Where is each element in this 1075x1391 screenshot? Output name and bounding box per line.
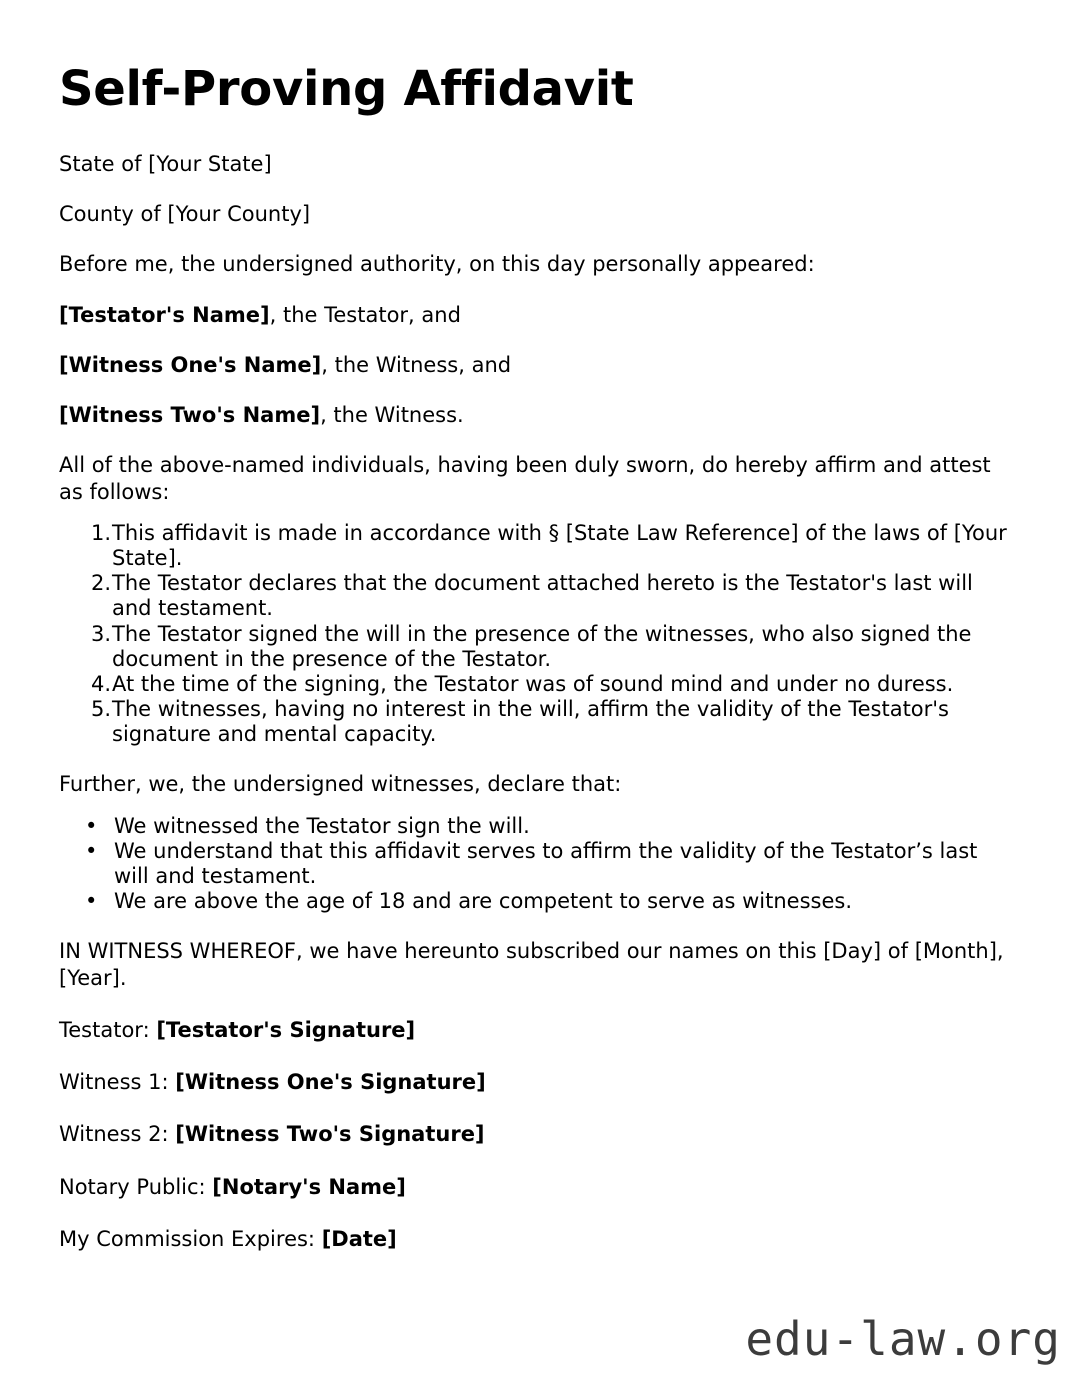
bullet-icon: • — [85, 889, 98, 914]
list-item-text: We are above the age of 18 and are competent to serve as witnesses. — [114, 889, 853, 914]
appearance-testator-role: , the Testator, and — [269, 302, 461, 327]
list-marker: 5. — [90, 697, 111, 722]
list-marker: 1. — [90, 520, 111, 545]
signature-label: Witness 1: — [59, 1070, 176, 1095]
signature-line-commission-expiry — [59, 1200, 1015, 1252]
appearance-testator-name: [Testator's Name] — [59, 302, 270, 327]
attestation-list — [59, 505, 1011, 748]
list-item — [59, 839, 1011, 889]
list-item-text: The Testator signed the will in the presence of the witnesses, who also signed the document in the presence of the Testator. — [112, 621, 972, 671]
page-title: Self-Proving Affidavit — [59, 61, 634, 117]
list-item-text: This affidavit is made in accordance with § [State Law Reference] of the laws of [Your State]. — [112, 520, 1007, 570]
attestation-lead: All of the above-named individuals, having been duly sworn, do hereby affirm and attest as follows: — [59, 453, 991, 504]
signature-label: My Commission Expires: — [59, 1226, 322, 1251]
list-item — [59, 889, 1011, 914]
intro-line: Before me, the undersigned authority, on this day personally appeared: — [59, 252, 815, 277]
list-item-text: The witnesses, having no interest in the will, affirm the validity of the Testator's signature and mental capacity. — [112, 697, 949, 747]
list-item-text: The Testator declares that the document attached hereto is the Testator's last will and testament. — [112, 571, 973, 621]
appearance-testator — [59, 278, 1011, 328]
signature-value: [Testator's Signature] — [156, 1017, 416, 1042]
appearance-witness-one-role: , the Witness, and — [321, 352, 512, 377]
signature-value: [Notary's Name] — [212, 1174, 406, 1199]
witness-declaration-list — [59, 798, 1011, 915]
signature-label: Witness 2: — [59, 1122, 176, 1147]
appearance-witness-one — [59, 328, 1011, 378]
site-watermark: edu-law.org — [745, 1312, 1061, 1366]
list-item — [59, 521, 1011, 571]
appearance-witness-two-role: , the Witness. — [320, 403, 464, 427]
county-line: County of [Your County] — [59, 202, 311, 226]
list-item — [59, 571, 1011, 621]
signature-value: [Date] — [321, 1226, 397, 1251]
appearance-witness-two — [59, 378, 1011, 428]
list-marker: 4. — [90, 671, 111, 696]
appearance-witness-two-name: [Witness Two's Name] — [59, 403, 321, 427]
list-item — [59, 697, 1011, 747]
signature-line-notary — [59, 1148, 1015, 1200]
signature-line-testator — [59, 991, 1015, 1043]
list-item-text: We witnessed the Testator sign the will. — [114, 813, 530, 838]
signature-value: [Witness Two's Signature] — [175, 1122, 485, 1147]
closing-paragraph: IN WITNESS WHEREOF, we have hereunto subscribed our names on this [Day] of [Month], [Year]. — [59, 939, 1004, 990]
signature-label: Notary Public: — [59, 1174, 213, 1199]
signature-label: Testator: — [59, 1017, 157, 1042]
signature-value: [Witness One's Signature] — [175, 1070, 486, 1095]
list-marker: 3. — [90, 621, 111, 646]
list-item — [59, 814, 1011, 839]
state-line: State of [Your State] — [59, 151, 272, 176]
bullet-icon: • — [85, 838, 98, 863]
bullet-icon: • — [85, 813, 98, 838]
list-item-text: At the time of the signing, the Testator was of sound mind and under no duress. — [112, 671, 954, 696]
list-item — [59, 622, 1011, 672]
list-item — [59, 672, 1011, 697]
list-marker: 2. — [90, 571, 111, 596]
signature-line-witness-2 — [59, 1095, 1015, 1147]
list-item-text: We understand that this affidavit serves to affirm the validity of the Testator’s last will and testament. — [114, 838, 978, 889]
witness-declaration-lead: Further, we, the undersigned witnesses, declare that: — [59, 772, 622, 797]
appearance-witness-one-name: [Witness One's Name] — [59, 352, 322, 377]
signature-line-witness-1 — [59, 1043, 1015, 1095]
